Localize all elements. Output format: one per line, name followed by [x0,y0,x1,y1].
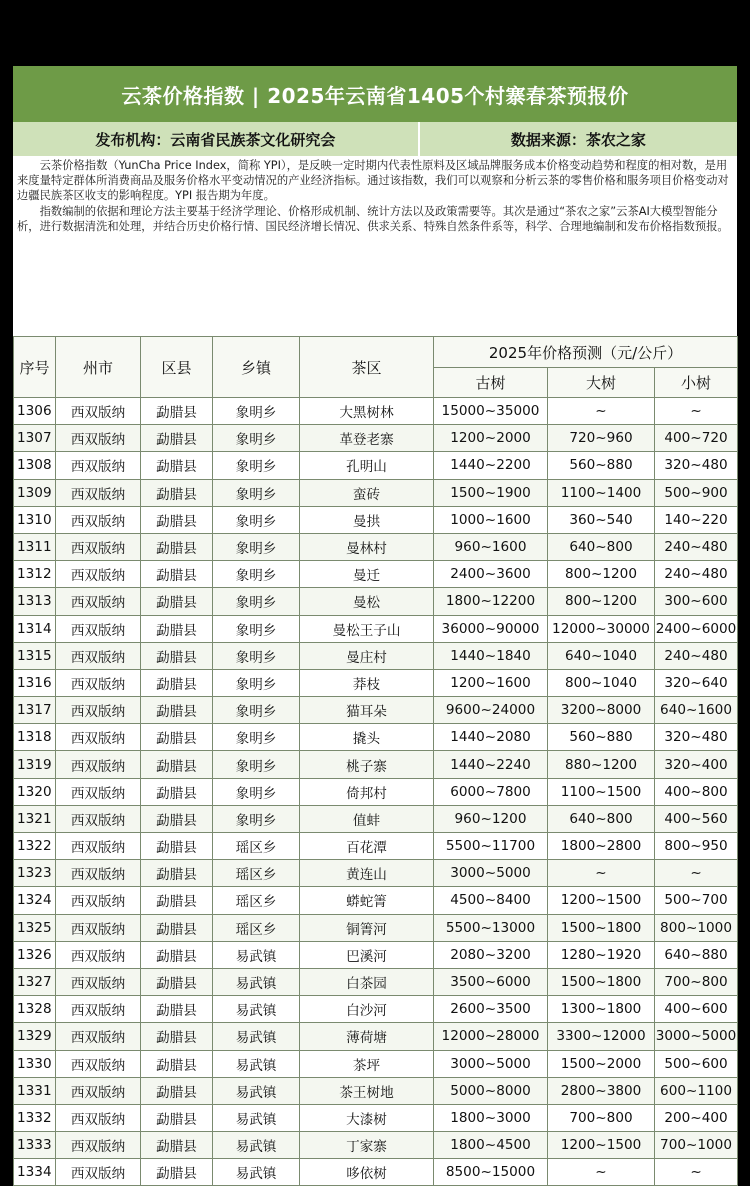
row-township: 易武镇 [213,1159,300,1186]
row-tea-area: 蟒蛇箐 [300,887,434,914]
row-township: 象明乡 [213,452,300,479]
table-row [14,615,738,642]
row-small-price: 800~1000 [655,914,738,941]
row-small-price: 400~560 [655,805,738,832]
row-no: 1316 [14,669,56,696]
row-prefecture: 西双版纳 [56,1159,141,1186]
row-tea-area: 巴溪河 [300,941,434,968]
row-small-price: 3000~5000 [655,1023,738,1050]
header-ancient-tree: 古树 [434,368,548,398]
row-no: 1332 [14,1104,56,1131]
row-tea-area: 黄连山 [300,860,434,887]
table-row [14,887,738,914]
table-row [14,968,738,995]
row-big-price: 2800~3800 [548,1077,655,1104]
row-big-price: 800~1040 [548,669,655,696]
row-no: 1333 [14,1132,56,1159]
table-row [14,642,738,669]
row-township: 象明乡 [213,805,300,832]
table-row [14,1104,738,1131]
row-small-price: ~ [655,1159,738,1186]
row-big-price: 880~1200 [548,751,655,778]
table-row [14,425,738,452]
row-big-price: 360~540 [548,506,655,533]
row-township: 易武镇 [213,1132,300,1159]
row-prefecture: 西双版纳 [56,615,141,642]
row-ancient-price: 4500~8400 [434,887,548,914]
row-tea-area: 倚邦村 [300,778,434,805]
row-prefecture: 西双版纳 [56,452,141,479]
row-big-price: 1300~1800 [548,996,655,1023]
row-county: 勐腊县 [141,805,213,832]
row-big-price: 3200~8000 [548,697,655,724]
row-township: 瑶区乡 [213,887,300,914]
row-tea-area: 革登老寨 [300,425,434,452]
row-no: 1324 [14,887,56,914]
row-township: 易武镇 [213,941,300,968]
row-prefecture: 西双版纳 [56,425,141,452]
row-ancient-price: 1800~12200 [434,588,548,615]
row-no: 1313 [14,588,56,615]
row-ancient-price: 3000~5000 [434,860,548,887]
row-tea-area: 曼松 [300,588,434,615]
row-prefecture: 西双版纳 [56,724,141,751]
table-row [14,561,738,588]
row-township: 瑶区乡 [213,914,300,941]
row-big-price: 1100~1400 [548,479,655,506]
row-small-price: 240~480 [655,533,738,560]
row-prefecture: 西双版纳 [56,1023,141,1050]
row-ancient-price: 5500~11700 [434,833,548,860]
header-big-tree: 大树 [548,368,655,398]
row-small-price: 240~480 [655,561,738,588]
row-small-price: 320~480 [655,452,738,479]
row-ancient-price: 960~1200 [434,805,548,832]
row-no: 1306 [14,398,56,425]
row-township: 瑶区乡 [213,833,300,860]
table-row [14,1023,738,1050]
row-small-price: 700~800 [655,968,738,995]
row-county: 勐腊县 [141,751,213,778]
row-no: 1327 [14,968,56,995]
row-township: 象明乡 [213,615,300,642]
row-county: 勐腊县 [141,479,213,506]
row-ancient-price: 1000~1600 [434,506,548,533]
row-county: 勐腊县 [141,561,213,588]
row-township: 象明乡 [213,398,300,425]
row-county: 勐腊县 [141,1159,213,1186]
price-index-sheet [13,66,737,1183]
row-county: 勐腊县 [141,452,213,479]
row-big-price: 640~800 [548,533,655,560]
row-township: 易武镇 [213,1077,300,1104]
row-no: 1314 [14,615,56,642]
table-row [14,588,738,615]
row-tea-area: 孔明山 [300,452,434,479]
row-county: 勐腊县 [141,724,213,751]
row-township: 象明乡 [213,697,300,724]
table-row [14,1050,738,1077]
table-row [14,1132,738,1159]
table-row [14,751,738,778]
table-row [14,778,738,805]
row-small-price: 500~700 [655,887,738,914]
row-prefecture: 西双版纳 [56,1050,141,1077]
row-ancient-price: 1440~1840 [434,642,548,669]
header-tea-area: 茶区 [300,337,434,398]
row-tea-area: 铜箐河 [300,914,434,941]
row-big-price: 1500~2000 [548,1050,655,1077]
row-county: 勐腊县 [141,697,213,724]
row-county: 勐腊县 [141,615,213,642]
row-small-price: 800~950 [655,833,738,860]
table-row [14,805,738,832]
row-township: 象明乡 [213,533,300,560]
row-county: 勐腊县 [141,506,213,533]
row-prefecture: 西双版纳 [56,833,141,860]
row-ancient-price: 2080~3200 [434,941,548,968]
row-ancient-price: 1200~1600 [434,669,548,696]
row-county: 勐腊县 [141,1050,213,1077]
row-small-price: 300~600 [655,588,738,615]
row-small-price: 600~1100 [655,1077,738,1104]
table-row [14,914,738,941]
row-county: 勐腊县 [141,588,213,615]
row-big-price: 700~800 [548,1104,655,1131]
row-prefecture: 西双版纳 [56,642,141,669]
row-no: 1311 [14,533,56,560]
row-tea-area: 百花潭 [300,833,434,860]
row-prefecture: 西双版纳 [56,751,141,778]
row-tea-area: 白沙河 [300,996,434,1023]
row-county: 勐腊县 [141,398,213,425]
row-county: 勐腊县 [141,996,213,1023]
row-big-price: 800~1200 [548,561,655,588]
row-small-price: ~ [655,398,738,425]
row-tea-area: 蛮砖 [300,479,434,506]
row-tea-area: 猫耳朵 [300,697,434,724]
row-tea-area: 曼迁 [300,561,434,588]
row-county: 勐腊县 [141,533,213,560]
row-no: 1330 [14,1050,56,1077]
row-no: 1307 [14,425,56,452]
table-row [14,398,738,425]
row-tea-area: 茶坪 [300,1050,434,1077]
row-tea-area: 白茶园 [300,968,434,995]
row-small-price: 400~720 [655,425,738,452]
row-county: 勐腊县 [141,941,213,968]
row-no: 1312 [14,561,56,588]
row-prefecture: 西双版纳 [56,479,141,506]
row-prefecture: 西双版纳 [56,887,141,914]
row-prefecture: 西双版纳 [56,778,141,805]
row-county: 勐腊县 [141,1104,213,1131]
row-township: 象明乡 [213,425,300,452]
row-township: 瑶区乡 [213,860,300,887]
page-title: 云茶价格指数 | 2025年云南省1405个村寨春茶预报价 [13,66,737,122]
row-big-price: ~ [548,860,655,887]
table-row [14,860,738,887]
row-tea-area: 曼拱 [300,506,434,533]
table-row [14,479,738,506]
row-tea-area: 丁家寨 [300,1132,434,1159]
row-ancient-price: 1500~1900 [434,479,548,506]
row-tea-area: 桃子寨 [300,751,434,778]
row-prefecture: 西双版纳 [56,588,141,615]
row-big-price: 1500~1800 [548,914,655,941]
row-prefecture: 西双版纳 [56,941,141,968]
row-no: 1325 [14,914,56,941]
row-small-price: ~ [655,860,738,887]
row-prefecture: 西双版纳 [56,398,141,425]
table-row [14,506,738,533]
row-small-price: 700~1000 [655,1132,738,1159]
row-tea-area: 曼松王子山 [300,615,434,642]
row-no: 1329 [14,1023,56,1050]
row-county: 勐腊县 [141,968,213,995]
row-no: 1331 [14,1077,56,1104]
row-small-price: 320~640 [655,669,738,696]
row-big-price: 720~960 [548,425,655,452]
row-ancient-price: 1800~3000 [434,1104,548,1131]
header-county: 区县 [141,337,213,398]
row-no: 1308 [14,452,56,479]
header-no: 序号 [14,337,56,398]
row-township: 象明乡 [213,588,300,615]
row-ancient-price: 1200~2000 [434,425,548,452]
row-no: 1310 [14,506,56,533]
row-big-price: 1200~1500 [548,887,655,914]
row-prefecture: 西双版纳 [56,968,141,995]
table-row [14,724,738,751]
row-small-price: 500~900 [655,479,738,506]
row-big-price: 560~880 [548,452,655,479]
row-township: 易武镇 [213,968,300,995]
row-tea-area: 大黑树林 [300,398,434,425]
row-prefecture: 西双版纳 [56,996,141,1023]
table-row [14,1159,738,1186]
description-paragraph: 云茶价格指数（YunCha Price Index，简称 YPI），是反映一定时期内代表性原料及区域品牌服务成本价格变动趋势和程度的相对数，是用来度量特定群体所消费商品及服务价格水平变动情况的产业经济指标。通过该指数，我们可以观察和分析云茶的零售价格和服务项目价格变动对边疆民族茶区收支的影响程度。YPI 报告期为年度。 [17,159,729,203]
table-row [14,941,738,968]
table-row [14,833,738,860]
row-ancient-price: 9600~24000 [434,697,548,724]
row-small-price: 500~600 [655,1050,738,1077]
row-no: 1322 [14,833,56,860]
info-bar [13,122,737,156]
row-prefecture: 西双版纳 [56,697,141,724]
row-no: 1319 [14,751,56,778]
header-small-tree: 小树 [655,368,738,398]
row-county: 勐腊县 [141,833,213,860]
header-prefecture: 州市 [56,337,141,398]
row-tea-area: 值蚌 [300,805,434,832]
row-tea-area: 大漆树 [300,1104,434,1131]
row-county: 勐腊县 [141,887,213,914]
row-county: 勐腊县 [141,1132,213,1159]
row-ancient-price: 36000~90000 [434,615,548,642]
row-no: 1320 [14,778,56,805]
row-big-price: 560~880 [548,724,655,751]
header-township: 乡镇 [213,337,300,398]
row-prefecture: 西双版纳 [56,1077,141,1104]
row-prefecture: 西双版纳 [56,533,141,560]
row-township: 易武镇 [213,1104,300,1131]
table-row [14,669,738,696]
row-township: 象明乡 [213,642,300,669]
table-row [14,533,738,560]
row-ancient-price: 3000~5000 [434,1050,548,1077]
row-no: 1318 [14,724,56,751]
row-ancient-price: 2600~3500 [434,996,548,1023]
row-township: 象明乡 [213,479,300,506]
row-small-price: 320~400 [655,751,738,778]
row-no: 1334 [14,1159,56,1186]
row-township: 易武镇 [213,1023,300,1050]
row-ancient-price: 5000~8000 [434,1077,548,1104]
row-township: 易武镇 [213,996,300,1023]
row-county: 勐腊县 [141,642,213,669]
data-source-label: 数据来源：茶农之家 [420,122,737,156]
row-no: 1326 [14,941,56,968]
row-township: 易武镇 [213,1050,300,1077]
row-tea-area: 薄荷塘 [300,1023,434,1050]
row-ancient-price: 3500~6000 [434,968,548,995]
row-tea-area: 曼林村 [300,533,434,560]
row-township: 象明乡 [213,751,300,778]
row-ancient-price: 8500~15000 [434,1159,548,1186]
row-prefecture: 西双版纳 [56,1104,141,1131]
row-township: 象明乡 [213,506,300,533]
row-no: 1321 [14,805,56,832]
row-township: 象明乡 [213,669,300,696]
row-tea-area: 曼庄村 [300,642,434,669]
row-small-price: 640~880 [655,941,738,968]
row-tea-area: 哆依树 [300,1159,434,1186]
row-big-price: 1100~1500 [548,778,655,805]
table-row [14,1077,738,1104]
row-small-price: 140~220 [655,506,738,533]
row-small-price: 240~480 [655,642,738,669]
row-tea-area: 莽枝 [300,669,434,696]
row-county: 勐腊县 [141,914,213,941]
row-county: 勐腊县 [141,778,213,805]
table-row [14,452,738,479]
table-row [14,697,738,724]
row-county: 勐腊县 [141,860,213,887]
row-ancient-price: 15000~35000 [434,398,548,425]
row-big-price: 1280~1920 [548,941,655,968]
row-no: 1309 [14,479,56,506]
description-paragraph: 指数编制的依据和理论方法主要基于经济学理论、价格形成机制、统计方法以及政策需要等。其次是通过“茶农之家”云茶AI大模型智能分析，进行数据清洗和处理，并结合历史价格行情、国民经济增长情况、供求关系、特殊自然条件系等，科学、合理地编制和发布价格指数预报。 [17,204,729,233]
row-big-price: 1200~1500 [548,1132,655,1159]
row-prefecture: 西双版纳 [56,669,141,696]
row-big-price: 800~1200 [548,588,655,615]
description [17,158,731,334]
row-no: 1328 [14,996,56,1023]
row-no: 1315 [14,642,56,669]
row-tea-area: 茶王树地 [300,1077,434,1104]
row-prefecture: 西双版纳 [56,805,141,832]
row-small-price: 400~600 [655,996,738,1023]
row-small-price: 2400~6000 [655,615,738,642]
row-county: 勐腊县 [141,425,213,452]
row-small-price: 320~480 [655,724,738,751]
row-ancient-price: 1440~2080 [434,724,548,751]
row-big-price: 12000~30000 [548,615,655,642]
table-row [14,996,738,1023]
row-ancient-price: 960~1600 [434,533,548,560]
row-big-price: 3300~12000 [548,1023,655,1050]
row-big-price: ~ [548,1159,655,1186]
row-township: 象明乡 [213,561,300,588]
row-small-price: 400~800 [655,778,738,805]
row-county: 勐腊县 [141,1023,213,1050]
price-table [13,336,738,1186]
row-big-price: 1800~2800 [548,833,655,860]
row-tea-area: 撬头 [300,724,434,751]
row-small-price: 640~1600 [655,697,738,724]
row-ancient-price: 2400~3600 [434,561,548,588]
row-ancient-price: 1800~4500 [434,1132,548,1159]
row-no: 1317 [14,697,56,724]
row-township: 象明乡 [213,724,300,751]
row-township: 象明乡 [213,778,300,805]
row-big-price: 1500~1800 [548,968,655,995]
row-big-price: 640~1040 [548,642,655,669]
row-ancient-price: 6000~7800 [434,778,548,805]
row-prefecture: 西双版纳 [56,914,141,941]
row-prefecture: 西双版纳 [56,506,141,533]
row-prefecture: 西双版纳 [56,860,141,887]
row-ancient-price: 1440~2200 [434,452,548,479]
row-ancient-price: 1440~2240 [434,751,548,778]
row-county: 勐腊县 [141,1077,213,1104]
publisher-label: 发布机构：云南省民族茶文化研究会 [13,122,420,156]
row-prefecture: 西双版纳 [56,1132,141,1159]
row-small-price: 200~400 [655,1104,738,1131]
row-big-price: ~ [548,398,655,425]
row-county: 勐腊县 [141,669,213,696]
table-body [14,398,738,1186]
row-no: 1323 [14,860,56,887]
row-ancient-price: 12000~28000 [434,1023,548,1050]
row-ancient-price: 5500~13000 [434,914,548,941]
header-forecast: 2025年价格预测（元/公斤） [434,337,738,368]
row-big-price: 640~800 [548,805,655,832]
row-prefecture: 西双版纳 [56,561,141,588]
